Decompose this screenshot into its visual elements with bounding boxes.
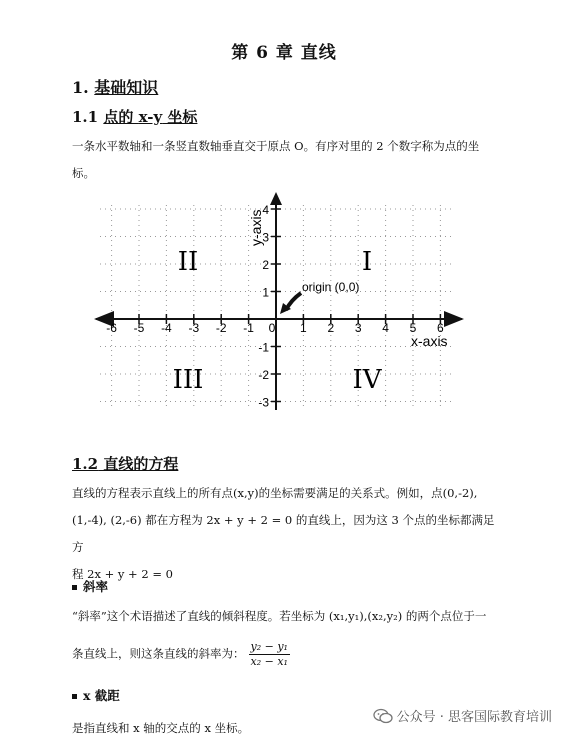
y-axis-arrow-icon xyxy=(270,192,282,205)
y-tick-label: 1 xyxy=(262,285,269,300)
grid-lines xyxy=(100,205,455,408)
paragraph-line: 直线的方程表示直线上的所有点(x,y)的坐标需要满足的关系式。例如，点(0,-2), xyxy=(72,486,478,500)
x-tick-label: -6 xyxy=(106,321,117,335)
paragraph-line: 一条水平数轴和一条竖直数轴垂直交于原点 O。有序对里的 2 个数字称为点的坐 xyxy=(72,139,480,153)
x-tick-label: -4 xyxy=(161,321,172,335)
section-number: 1.2 xyxy=(72,455,99,473)
origin-label: origin (0,0) xyxy=(302,280,360,294)
slope-numerator: y₂ − y₁ xyxy=(250,640,288,653)
paragraph-x-intercept: 是指直线和 x 轴的交点的 x 坐标。 xyxy=(72,721,250,735)
x-tick-label: -3 xyxy=(188,321,200,335)
bullet-square-icon xyxy=(72,694,77,699)
section-title-part-c: 坐标 xyxy=(162,108,198,126)
section-title: 直线的方程 xyxy=(98,455,179,473)
watermark xyxy=(373,706,552,725)
x-tick-label: 1 xyxy=(300,321,307,335)
bullet-slope xyxy=(72,577,108,595)
chapter-title: 第 6 章 直线 xyxy=(231,43,337,63)
y-axis-label: y-axis xyxy=(248,209,264,246)
y-tick-label: 4 xyxy=(262,203,269,217)
x-tick-label: 6 xyxy=(437,321,444,335)
x-tick-label: 4 xyxy=(382,321,389,335)
section-number: 1.1 xyxy=(72,108,99,126)
section-title: 基础知识 xyxy=(94,78,159,97)
y-tick-label: -1 xyxy=(258,340,269,355)
x-tick-label: 5 xyxy=(409,321,417,335)
x-tick-label: 2 xyxy=(327,321,335,335)
x-tick-label: 3 xyxy=(354,321,362,335)
x-axis-label: x-axis xyxy=(411,333,448,349)
bullet-label: 斜率 xyxy=(83,579,109,594)
x-tick-label: 0 xyxy=(268,321,276,335)
slope-denominator: x₂ − x₁ xyxy=(250,655,288,668)
paragraph-text: 条直线上，则这条直线的斜率为： xyxy=(72,646,245,661)
paragraph-line: (1,-4), (2,-6) 都在方程为 2x + y + 2 = 0 的直线上，因为这 3 个点的坐标都满足方 xyxy=(72,513,495,554)
section-heading-1-2 xyxy=(72,453,178,474)
quadrant-2-label: II xyxy=(177,247,199,277)
x-tick-label: -1 xyxy=(243,321,254,335)
section-title-part-a: 点的 xyxy=(103,108,139,126)
y-tick-label: -2 xyxy=(258,368,269,382)
section-title-part-b: x-y xyxy=(138,108,163,126)
quadrant-3-label: III xyxy=(172,365,204,395)
x-tick-label: -5 xyxy=(133,321,145,335)
section-number: 1. xyxy=(72,78,89,97)
quadrant-1-label: I xyxy=(361,247,373,277)
y-tick-label: 2 xyxy=(262,258,269,272)
y-tick-label: -3 xyxy=(258,395,269,410)
wechat-icon xyxy=(373,708,393,724)
bullet-x-intercept xyxy=(72,686,120,704)
bullet-label: x 截距 xyxy=(83,688,120,703)
paragraph-slope: “斜率”这个术语描述了直线的倾斜程度。若坐标为 (x₁,y₁),(x₂,y₂) 的两个点位于一 xyxy=(72,609,487,623)
paragraph-slope-formula xyxy=(72,640,502,669)
slope-fraction xyxy=(249,640,290,669)
x-tick-label: -2 xyxy=(215,321,227,335)
watermark-text: 公众号 · 思客国际教育培训 xyxy=(396,710,552,725)
y-tick-label: 3 xyxy=(262,230,269,245)
paragraph-line-equation xyxy=(72,480,502,588)
paragraph-line: 标。 xyxy=(72,166,95,180)
quadrant-4-label: IV xyxy=(352,365,382,395)
bullet-square-icon xyxy=(72,585,77,590)
paragraph-line: 程 2x + y + 2 = 0 xyxy=(72,567,173,581)
